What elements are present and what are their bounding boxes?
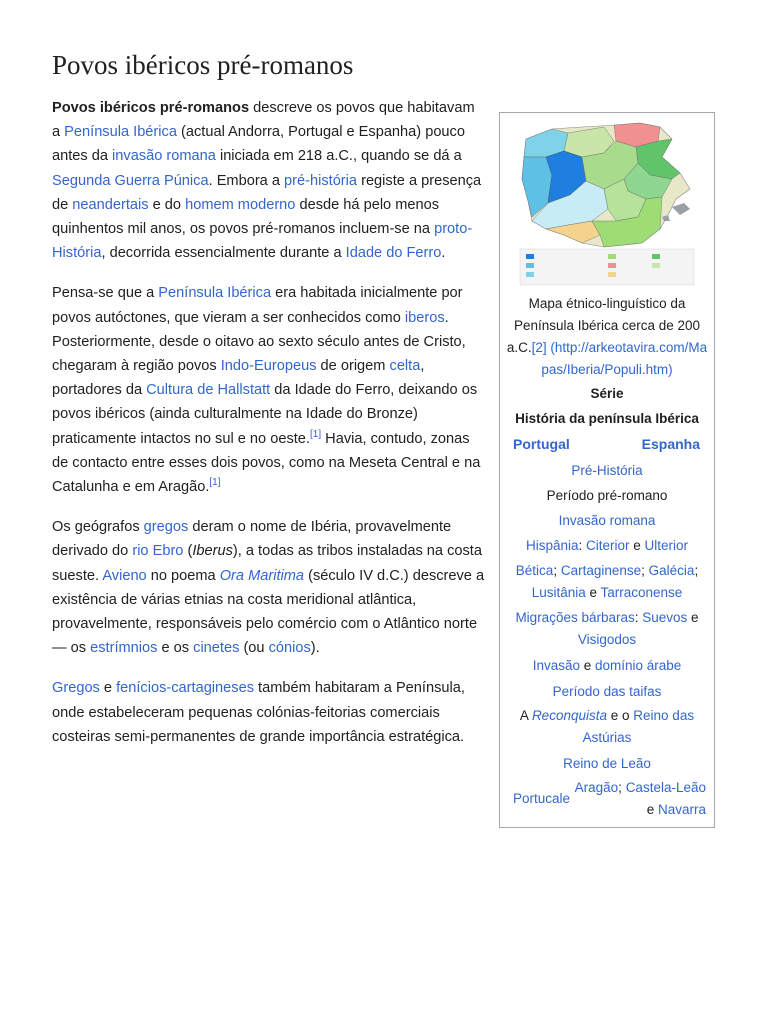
- text: (: [183, 543, 193, 560]
- text: e os: [157, 640, 194, 657]
- text: A: [519, 708, 532, 723]
- text: da Idade do Ferro, deixando os povos ibéricos (ainda culturalmente na Idade do Bronze) praticamente intactos no sul e no oeste.: [52, 382, 478, 447]
- ethnic-map-image[interactable]: [512, 117, 702, 289]
- link-estrimnios[interactable]: estrímnios: [90, 640, 158, 657]
- nav-invasao-arabe: [500, 655, 714, 677]
- text: e: [646, 802, 658, 817]
- text: no poema: [146, 567, 220, 584]
- nav-reino-leao: [500, 753, 714, 775]
- link-iberos[interactable]: iberos: [404, 309, 445, 326]
- link-migracoes-barbaras[interactable]: Migrações bárbaras: [515, 610, 635, 625]
- link-cartaginense[interactable]: Cartaginense: [560, 563, 642, 578]
- text: ;: [618, 780, 626, 795]
- link-pre-historia[interactable]: pré-história: [284, 172, 358, 189]
- text: iniciada em 218 a.C., quando se dá a: [215, 148, 462, 165]
- text: Pensa-se que a: [52, 285, 159, 302]
- link-rio-ebro[interactable]: rio Ebro: [132, 543, 184, 560]
- link-gregos-2[interactable]: Gregos: [52, 680, 100, 697]
- reference-1b[interactable]: [1]: [209, 477, 221, 489]
- link-dominio-arabe[interactable]: domínio árabe: [595, 658, 682, 673]
- text: desde há pelo menos quinhentos mil anos, os povos pré-romanos incluem-se na: [52, 196, 440, 238]
- caption-reference[interactable]: [2]: [531, 340, 547, 355]
- text: ).: [310, 640, 320, 657]
- infobox: [499, 112, 715, 828]
- paragraph-1: [52, 96, 486, 265]
- link-proto-historia[interactable]: proto-História: [52, 221, 473, 262]
- periodo-pre-romano: Período pré-romano: [546, 488, 668, 503]
- text: (século IV d.C.) descreve a existência de várias etnias na costa meridional atlântica, provavelmente, responsáveis pelo comércio com o Atlântico norte — os: [52, 567, 485, 657]
- text: Havia, contudo, zonas de contacto entre esses dois povos, como na Meseta Central e na Catalunha e em Aragão.: [52, 430, 481, 496]
- link-reconquista[interactable]: Reconquista: [531, 708, 607, 723]
- link-aragao[interactable]: Aragão: [574, 780, 619, 795]
- link-visigodos[interactable]: Visigodos: [577, 632, 637, 647]
- paragraph-2: [52, 281, 486, 499]
- text: e: [579, 658, 595, 673]
- link-segunda-guerra-punica[interactable]: Segunda Guerra Púnica: [52, 172, 209, 189]
- link-lusitania[interactable]: Lusitânia: [531, 585, 586, 600]
- text: . Posteriormente, desde o oitavo ao sexto século antes de Cristo, chegaram à região povos: [52, 309, 466, 375]
- link-portucale[interactable]: Portucale: [513, 791, 571, 806]
- text: :: [578, 538, 586, 553]
- link-peninsula-iberica[interactable]: Península Ibérica: [64, 124, 177, 141]
- link-invasao[interactable]: Invasão: [532, 658, 580, 673]
- article-body: [52, 96, 486, 765]
- link-reino-das-asturias[interactable]: Reino das Astúrias: [582, 708, 695, 745]
- link-suevos[interactable]: Suevos: [642, 610, 688, 625]
- paragraph-4: [52, 676, 486, 749]
- text: ;: [641, 563, 649, 578]
- link-invasao-romana[interactable]: invasão romana: [112, 148, 216, 165]
- text: e do: [148, 196, 186, 213]
- series-header: História da península Ibérica: [515, 411, 699, 426]
- link-fenicios-cartagineses[interactable]: fenícios-cartagineses: [116, 680, 254, 697]
- text: ;: [694, 563, 699, 578]
- link-periodo-das-taifas[interactable]: Período das taifas: [552, 684, 662, 699]
- link-castela-leao[interactable]: Castela-Leão: [625, 780, 706, 795]
- link-cinetes[interactable]: cinetes: [193, 640, 240, 657]
- text: e: [585, 585, 601, 600]
- text: descreve os povos que habitavam a: [52, 100, 475, 141]
- link-espanha[interactable]: Espanha: [641, 436, 700, 452]
- link-hispania[interactable]: Hispânia: [525, 538, 579, 553]
- link-conios[interactable]: cónios: [268, 640, 311, 657]
- paragraph-3: [52, 515, 486, 660]
- text: e o: [607, 708, 634, 723]
- nav-prehistoria: [500, 460, 714, 482]
- text: , portadores da: [52, 358, 425, 399]
- link-tarraconense[interactable]: Tarraconense: [600, 585, 683, 600]
- link-homem-moderno[interactable]: homem moderno: [185, 196, 296, 213]
- text: (ou: [239, 640, 269, 657]
- page-title: Povos ibéricos pré-romanos: [52, 50, 354, 80]
- text: :: [634, 610, 643, 625]
- text: registe a presença de: [52, 172, 482, 213]
- nav-migracoes: [500, 607, 714, 651]
- nav-kingdoms: [500, 775, 714, 827]
- nav-pre-romano: [500, 485, 714, 507]
- caption-source-link[interactable]: (http://arkeotavira.com/Mapas/Iberia/Populi.htm): [541, 340, 708, 377]
- link-galecia[interactable]: Galécia: [648, 563, 695, 578]
- link-betica[interactable]: Bética: [515, 563, 554, 578]
- text: também habitaram a Península, onde estabeleceram pequenas colónias-feitorias comerciais costeiras semi-permanentes de grande importância estratégica.: [52, 680, 465, 745]
- link-neandertais[interactable]: neandertais: [72, 196, 149, 213]
- link-citerior[interactable]: Citerior: [586, 538, 630, 553]
- link-avieno[interactable]: Avieno: [102, 567, 147, 584]
- nav-hispania: [500, 535, 714, 557]
- link-invasao-romana-nav[interactable]: Invasão romana: [558, 513, 656, 528]
- text: e: [687, 610, 699, 625]
- text: ), a todas as tribos instaladas na costa sueste.: [52, 543, 482, 584]
- link-ulterior[interactable]: Ulterior: [644, 538, 689, 553]
- link-reino-de-leao[interactable]: Reino de Leão: [563, 756, 651, 771]
- text: .: [441, 245, 446, 262]
- link-cultura-de-hallstatt[interactable]: Cultura de Hallstatt: [146, 382, 271, 399]
- link-indo-europeus[interactable]: Indo-Europeus: [220, 358, 317, 375]
- text: era habitada inicialmente por povos autóctones, que vieram a ser conhecidos como: [52, 285, 463, 326]
- country-links: [500, 433, 714, 455]
- article-subject: Povos ibéricos pré-romanos: [52, 100, 250, 116]
- text: deram o nome de Ibéria, provavelmente derivado do: [52, 519, 452, 560]
- map-caption: [500, 293, 714, 381]
- text: (actual Andorra, Portugal e Espanha) pouco antes da: [52, 124, 465, 165]
- iberus-italic: Iberus: [192, 543, 233, 560]
- link-gregos[interactable]: gregos: [143, 519, 189, 536]
- text: e: [99, 680, 117, 697]
- series-label: Série: [590, 386, 624, 401]
- reference-1[interactable]: [1]: [309, 428, 322, 440]
- link-navarra[interactable]: Navarra: [657, 802, 706, 817]
- caption-text: Mapa étnico-linguístico da Península Ibérica cerca de 200 a.C.: [506, 296, 701, 355]
- link-portugal[interactable]: Portugal: [513, 436, 570, 452]
- link-idade-do-ferro[interactable]: Idade do Ferro: [345, 245, 442, 262]
- text: , decorrida essencialmente durante a: [101, 245, 346, 262]
- link-celta[interactable]: celta: [389, 358, 421, 375]
- text: . Embora a: [208, 172, 285, 189]
- nav-invasao-romana: [500, 510, 714, 532]
- text: e: [629, 538, 645, 553]
- text: Os geógrafos: [52, 519, 144, 536]
- link-ora-maritima[interactable]: Ora Maritima: [219, 567, 305, 584]
- nav-provincias: [500, 560, 714, 604]
- link-pre-historia-nav[interactable]: Pré-História: [571, 463, 643, 478]
- nav-reconquista: [500, 705, 714, 749]
- nav-taifas: [500, 681, 714, 703]
- text: de origem: [316, 358, 390, 375]
- link-peninsula-iberica-2[interactable]: Península Ibérica: [158, 285, 272, 302]
- text: ;: [553, 563, 561, 578]
